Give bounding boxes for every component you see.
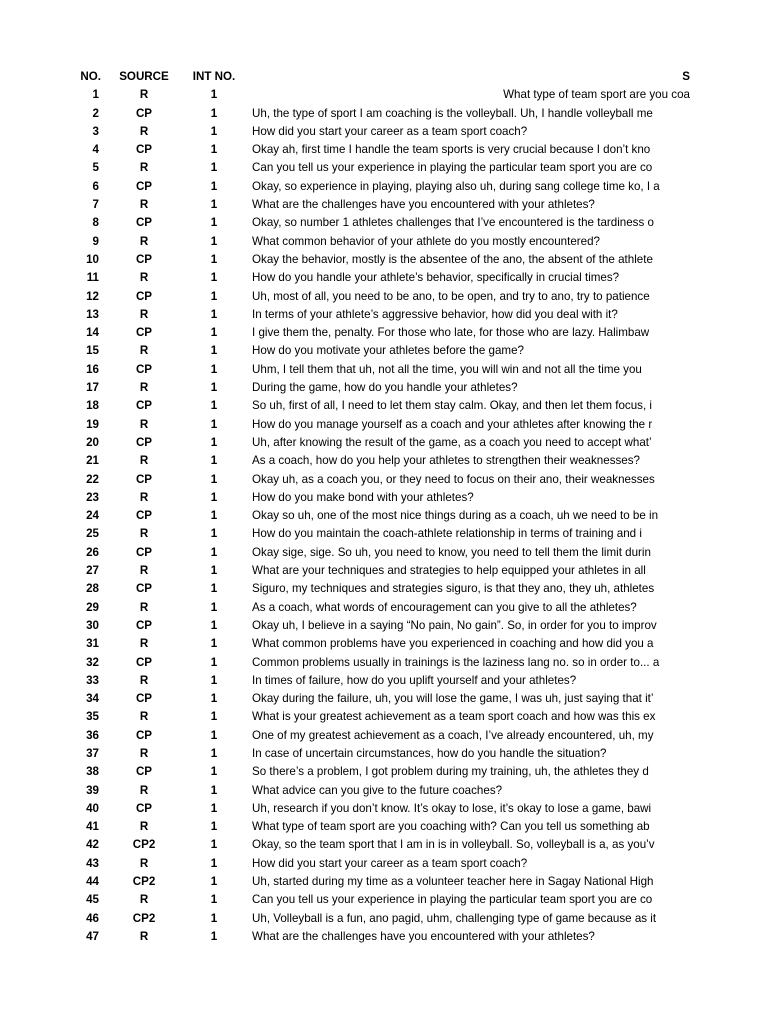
cell-int-no: 1 [210, 746, 218, 760]
cell-no: 5 [92, 161, 99, 175]
cell-int-no: 1 [210, 143, 218, 157]
cell-source: R [139, 454, 149, 468]
cell-source: R [139, 307, 149, 321]
cell-statement: Uhm, I tell them that uh, not all the time, you will win and not all the time you [252, 362, 642, 376]
cell-source: CP [135, 362, 153, 376]
cell-int-no: 1 [210, 618, 218, 632]
cell-int-no: 1 [210, 124, 218, 138]
cell-source: R [139, 198, 149, 212]
cell-int-no: 1 [210, 820, 218, 834]
cell-source: CP [135, 655, 153, 669]
cell-int-no: 1 [210, 692, 218, 706]
table-row [0, 159, 768, 177]
table-row [0, 873, 768, 891]
cell-statement: What is your greatest achievement as a team sport coach and how was this ex [252, 710, 656, 724]
cell-statement: So there’s a problem, I got problem during my training, uh, the athletes they d [252, 765, 649, 779]
cell-int-no: 1 [210, 106, 218, 120]
table-header [0, 68, 768, 86]
cell-statement: How do you make bond with your athletes? [252, 490, 474, 504]
table-row [0, 196, 768, 214]
cell-statement: Siguro, my techniques and strategies siguro, is that they ano, they uh, athletes [252, 582, 655, 596]
cell-int-no: 1 [210, 509, 218, 523]
cell-source: R [139, 124, 149, 138]
table-row [0, 763, 768, 781]
table-row [0, 544, 768, 562]
cell-no: 28 [86, 582, 99, 596]
cell-source: R [139, 344, 149, 358]
cell-no: 7 [92, 198, 99, 212]
cell-no: 46 [86, 911, 99, 925]
cell-int-no: 1 [210, 417, 218, 431]
cell-int-no: 1 [210, 252, 218, 266]
cell-statement: How did you start your career as a team sport coach? [252, 856, 528, 870]
table-row [0, 269, 768, 287]
cell-statement: What advice can you give to the future coaches? [252, 783, 503, 797]
cell-no: 18 [86, 399, 99, 413]
cell-int-no: 1 [210, 564, 218, 578]
table-row [0, 855, 768, 873]
cell-no: 4 [92, 143, 99, 157]
cell-no: 39 [86, 783, 99, 797]
cell-source: R [139, 527, 149, 541]
cell-source: R [139, 234, 149, 248]
cell-statement: How do you maintain the coach-athlete relationship in terms of training and i [252, 527, 642, 541]
cell-no: 22 [86, 472, 99, 486]
cell-statement: Uh, Volleyball is a fun, ano pagid, uhm, challenging type of game because as it [252, 911, 657, 925]
cell-int-no: 1 [210, 472, 218, 486]
cell-no: 44 [86, 875, 99, 889]
cell-int-no: 1 [210, 161, 218, 175]
cell-statement: In case of uncertain circumstances, how do you handle the situation? [252, 746, 607, 760]
cell-no: 24 [86, 509, 99, 523]
cell-source: R [139, 783, 149, 797]
table-row [0, 818, 768, 836]
cell-source: R [139, 417, 149, 431]
cell-int-no: 1 [210, 435, 218, 449]
cell-no: 2 [92, 106, 99, 120]
cell-no: 27 [86, 564, 99, 578]
table-body [0, 86, 768, 946]
cell-no: 11 [86, 271, 99, 285]
cell-statement: Okay sige, sige. So uh, you need to know, you need to tell them the limit durin [252, 545, 651, 559]
cell-int-no: 1 [210, 710, 218, 724]
table-row [0, 379, 768, 397]
cell-no: 30 [86, 618, 99, 632]
cell-int-no: 1 [210, 637, 218, 651]
cell-source: R [139, 893, 149, 907]
cell-no: 16 [86, 362, 99, 376]
cell-int-no: 1 [210, 673, 218, 687]
cell-statement: Okay uh, as a coach you, or they need to focus on their ano, their weaknesses [252, 472, 655, 486]
cell-int-no: 1 [210, 399, 218, 413]
cell-no: 3 [92, 124, 99, 138]
cell-int-no: 1 [210, 326, 218, 340]
cell-source: R [139, 710, 149, 724]
transcript-table [0, 68, 768, 946]
cell-source: R [139, 161, 149, 175]
cell-statement: Okay, so experience in playing, playing also uh, during sang college time ko, I a [252, 179, 660, 193]
cell-no: 19 [86, 417, 99, 431]
cell-source: CP [135, 143, 153, 157]
table-row [0, 471, 768, 489]
table-row [0, 141, 768, 159]
cell-no: 37 [86, 746, 99, 760]
cell-source: R [139, 746, 149, 760]
cell-int-no: 1 [210, 179, 218, 193]
cell-no: 23 [86, 490, 99, 504]
cell-int-no: 1 [210, 271, 218, 285]
cell-source: R [139, 929, 149, 943]
header-int-no: INT NO. [192, 70, 236, 83]
cell-statement: What are your techniques and strategies to help equipped your athletes in all [252, 564, 646, 578]
cell-no: 35 [86, 710, 99, 724]
cell-no: 31 [86, 637, 99, 651]
cell-int-no: 1 [210, 856, 218, 870]
cell-int-no: 1 [210, 765, 218, 779]
cell-statement: Okay uh, I believe in a saying “No pain, No gain”. So, in order for you to improv [252, 618, 657, 632]
table-row [0, 580, 768, 598]
cell-statement: As a coach, what words of encouragement can you give to all the athletes? [252, 600, 637, 614]
cell-source: CP [135, 692, 153, 706]
cell-int-no: 1 [210, 527, 218, 541]
cell-statement: What are the challenges have you encountered with your athletes? [252, 929, 595, 943]
cell-statement: In times of failure, how do you uplift yourself and your athletes? [252, 673, 577, 687]
cell-source: CP [135, 106, 153, 120]
cell-source: CP [135, 765, 153, 779]
cell-statement: How do you manage yourself as a coach and your athletes after knowing the r [252, 417, 653, 431]
cell-no: 15 [86, 344, 99, 358]
table-row [0, 727, 768, 745]
cell-no: 13 [86, 307, 99, 321]
cell-no: 36 [86, 728, 99, 742]
cell-statement: Okay during the failure, uh, you will lose the game, I was uh, just saying that it’ [252, 692, 654, 706]
cell-no: 6 [92, 179, 99, 193]
table-row [0, 836, 768, 854]
cell-statement: Uh, the type of sport I am coaching is the volleyball. Uh, I handle volleyball me [252, 106, 653, 120]
cell-source: CP [135, 472, 153, 486]
table-row [0, 452, 768, 470]
cell-source: CP2 [132, 911, 156, 925]
cell-source: CP [135, 618, 153, 632]
table-row [0, 525, 768, 543]
cell-int-no: 1 [210, 783, 218, 797]
cell-source: CP [135, 545, 153, 559]
cell-statement: Uh, after knowing the result of the game, as a coach you need to accept what’ [252, 435, 652, 449]
cell-int-no: 1 [210, 893, 218, 907]
cell-source: R [139, 820, 149, 834]
cell-statement: What type of team sport are you coaching with? Can you tell us something ab [252, 820, 650, 834]
table-row [0, 233, 768, 251]
table-row [0, 86, 768, 104]
cell-statement: What are the challenges have you encountered with your athletes? [252, 198, 595, 212]
cell-statement: Common problems usually in trainings is the laziness lang no. so in order to... a [252, 655, 660, 669]
table-row [0, 123, 768, 141]
cell-statement: Can you tell us your experience in playing the particular team sport you are co [252, 161, 653, 175]
cell-no: 38 [86, 765, 99, 779]
cell-source: R [139, 564, 149, 578]
table-row [0, 214, 768, 232]
table-row [0, 891, 768, 909]
cell-statement: Okay, so the team sport that I am in is in volleyball. So, volleyball is a, as you’v [252, 838, 655, 852]
table-row [0, 800, 768, 818]
table-row [0, 507, 768, 525]
table-row [0, 745, 768, 763]
cell-int-no: 1 [210, 216, 218, 230]
cell-source: CP2 [132, 875, 156, 889]
table-row [0, 342, 768, 360]
cell-int-no: 1 [210, 875, 218, 889]
header-no: NO. [80, 70, 101, 83]
table-row [0, 617, 768, 635]
cell-int-no: 1 [210, 929, 218, 943]
table-row [0, 434, 768, 452]
table-row [0, 599, 768, 617]
cell-no: 25 [86, 527, 99, 541]
cell-int-no: 1 [210, 655, 218, 669]
table-row [0, 654, 768, 672]
cell-no: 14 [86, 326, 99, 340]
table-row [0, 306, 768, 324]
cell-no: 47 [86, 929, 99, 943]
cell-int-no: 1 [210, 582, 218, 596]
table-row [0, 690, 768, 708]
cell-statement: I give them the, penalty. For those who late, for those who are lazy. Halimbaw [252, 326, 650, 340]
cell-source: R [139, 600, 149, 614]
cell-statement: Okay the behavior, mostly is the absentee of the ano, the absent of the athlete [252, 252, 653, 266]
cell-statement: As a coach, how do you help your athletes to strengthen their weaknesses? [252, 454, 640, 468]
table-row [0, 635, 768, 653]
cell-statement: How do you motivate your athletes before the game? [252, 344, 524, 358]
cell-source: CP [135, 582, 153, 596]
cell-statement: During the game, how do you handle your athletes? [252, 381, 518, 395]
cell-source: CP2 [132, 838, 156, 852]
table-row [0, 928, 768, 946]
cell-source: R [139, 490, 149, 504]
table-row [0, 489, 768, 507]
table-row [0, 708, 768, 726]
table-row [0, 288, 768, 306]
cell-int-no: 1 [210, 600, 218, 614]
cell-statement: Uh, started during my time as a volunteer teacher here in Sagay National High [252, 875, 654, 889]
cell-source: CP [135, 179, 153, 193]
cell-int-no: 1 [210, 362, 218, 376]
cell-source: R [139, 856, 149, 870]
cell-int-no: 1 [210, 801, 218, 815]
cell-statement: Okay, so number 1 athletes challenges that I’ve encountered is the tardiness o [252, 216, 654, 230]
header-source: SOURCE [119, 70, 169, 83]
cell-source: CP [135, 801, 153, 815]
cell-no: 10 [86, 252, 99, 266]
cell-no: 42 [86, 838, 99, 852]
header-statement: S [682, 70, 690, 83]
cell-int-no: 1 [210, 490, 218, 504]
cell-int-no: 1 [210, 911, 218, 925]
cell-statement: One of my greatest achievement as a coach, I’ve already encountered, uh, my [252, 728, 654, 742]
cell-source: CP [135, 326, 153, 340]
cell-statement: Okay ah, first time I handle the team sports is very crucial because I don’t kno [252, 143, 651, 157]
cell-no: 45 [86, 893, 99, 907]
cell-source: CP [135, 216, 153, 230]
table-row [0, 324, 768, 342]
table-row [0, 672, 768, 690]
table-row [0, 910, 768, 928]
cell-int-no: 1 [210, 307, 218, 321]
table-row [0, 105, 768, 123]
cell-statement: Uh, research if you don’t know. It’s okay to lose, it’s okay to lose a game, bawi [252, 801, 652, 815]
cell-source: R [139, 637, 149, 651]
cell-statement: So uh, first of all, I need to let them stay calm. Okay, and then let them focus, i [252, 399, 652, 413]
cell-no: 33 [86, 673, 99, 687]
cell-no: 26 [86, 545, 99, 559]
table-row [0, 397, 768, 415]
cell-statement: In terms of your athlete’s aggressive behavior, how did you deal with it? [252, 307, 618, 321]
cell-source: CP [135, 252, 153, 266]
cell-source: R [139, 673, 149, 687]
cell-statement: What common behavior of your athlete do you mostly encountered? [252, 234, 601, 248]
cell-statement: How do you handle your athlete’s behavior, specifically in crucial times? [252, 271, 620, 285]
cell-int-no: 1 [210, 838, 218, 852]
cell-source: R [139, 88, 149, 102]
cell-source: R [139, 381, 149, 395]
cell-no: 8 [92, 216, 99, 230]
cell-int-no: 1 [210, 381, 218, 395]
table-row [0, 416, 768, 434]
table-row [0, 782, 768, 800]
cell-int-no: 1 [210, 88, 218, 102]
cell-source: CP [135, 509, 153, 523]
table-row [0, 178, 768, 196]
cell-no: 17 [86, 381, 99, 395]
cell-no: 9 [92, 234, 99, 248]
cell-int-no: 1 [210, 728, 218, 742]
cell-statement: Can you tell us your experience in playing the particular team sport you are co [252, 893, 653, 907]
table-row [0, 562, 768, 580]
cell-no: 32 [86, 655, 99, 669]
cell-no: 1 [92, 88, 99, 102]
cell-no: 34 [86, 692, 99, 706]
cell-source: CP [135, 435, 153, 449]
cell-no: 21 [86, 454, 99, 468]
cell-statement: Uh, most of all, you need to be ano, to be open, and try to ano, try to patience [252, 289, 650, 303]
cell-statement: What common problems have you experienced in coaching and how did you a [252, 637, 654, 651]
cell-no: 12 [86, 289, 99, 303]
cell-source: R [139, 271, 149, 285]
cell-no: 40 [86, 801, 99, 815]
cell-no: 20 [86, 435, 99, 449]
cell-no: 29 [86, 600, 99, 614]
table-row [0, 361, 768, 379]
cell-int-no: 1 [210, 545, 218, 559]
cell-no: 41 [86, 820, 99, 834]
cell-int-no: 1 [210, 289, 218, 303]
cell-int-no: 1 [210, 198, 218, 212]
cell-source: CP [135, 289, 153, 303]
table-row [0, 251, 768, 269]
cell-int-no: 1 [210, 344, 218, 358]
cell-statement: How did you start your career as a team sport coach? [252, 124, 528, 138]
cell-statement: What type of team sport are you coa [503, 88, 690, 102]
cell-no: 43 [86, 856, 99, 870]
cell-source: CP [135, 399, 153, 413]
cell-source: CP [135, 728, 153, 742]
cell-statement: Okay so uh, one of the most nice things during as a coach, uh we need to be in [252, 509, 659, 523]
cell-int-no: 1 [210, 454, 218, 468]
cell-int-no: 1 [210, 234, 218, 248]
